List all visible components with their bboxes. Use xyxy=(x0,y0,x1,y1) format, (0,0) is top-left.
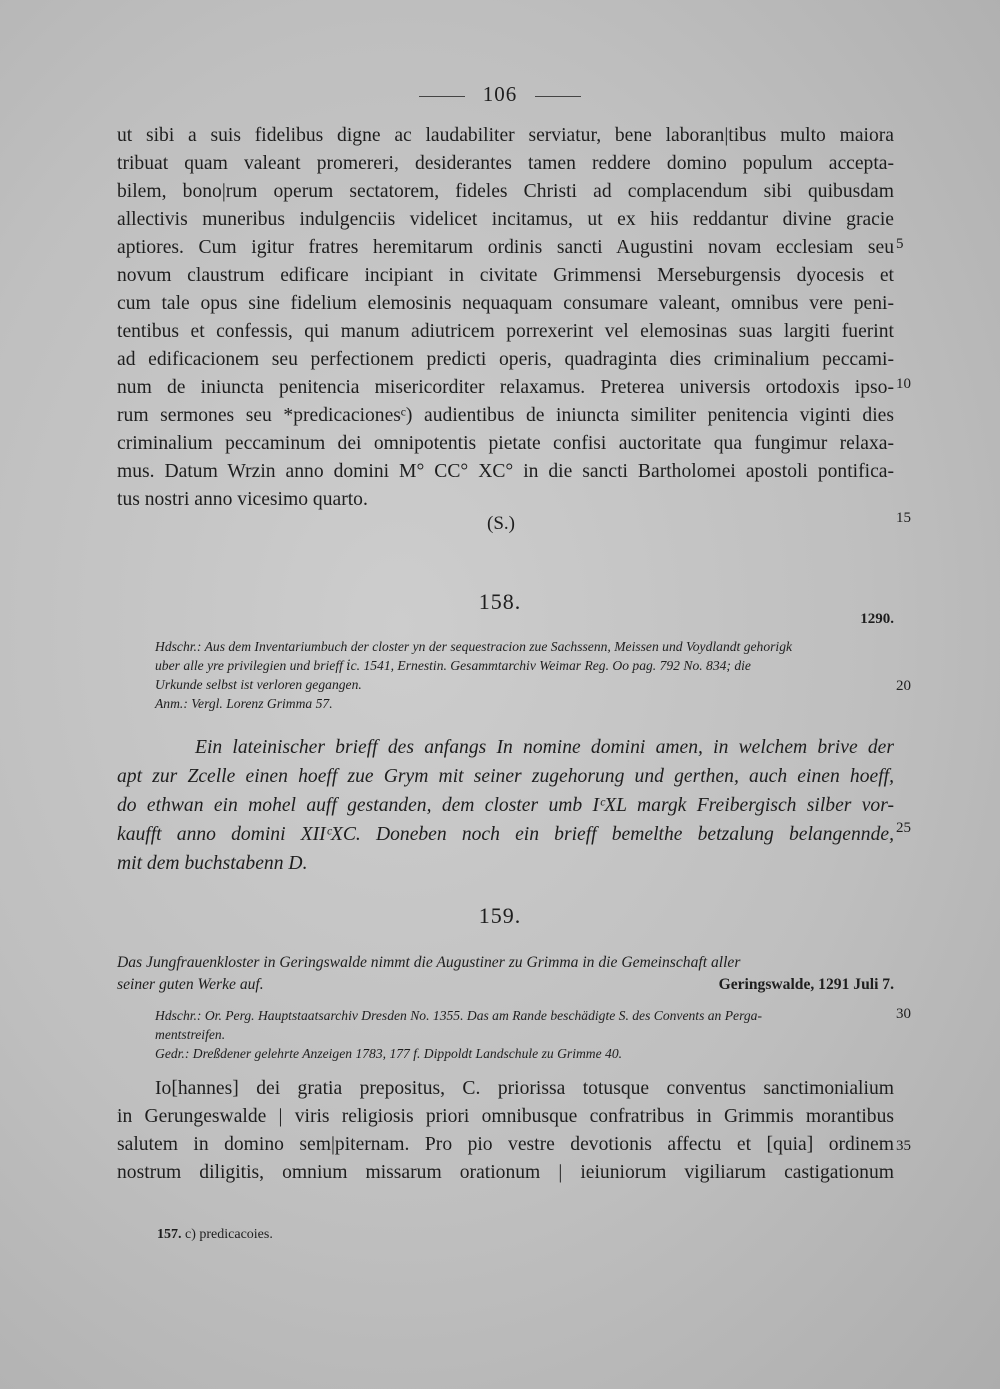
page-number-rule-left xyxy=(419,96,465,97)
line-number: 25 xyxy=(896,820,911,836)
doc159-regest-line2 xyxy=(117,974,894,996)
doc158-note-line: Hdschr.: Aus dem Inventariumbuch der closter yn der sequestracion zue Sachssenn, Meissen und Voydlandt gehorigk xyxy=(155,639,793,654)
doc157-line: bilem, bono|rum operum sectatorem, fideles Christi ad complacendum sibi quibusdam xyxy=(117,181,894,202)
doc159-number: 159. xyxy=(478,903,522,928)
doc159-line: in Gerungeswalde | viris religiosis priori omnibusque confratribus in Grimmis morantibus xyxy=(117,1106,894,1127)
doc157-line: num de iniuncta penitencia misericorditer relaxamus. Preterea universis ortodoxis ipso- xyxy=(117,377,894,398)
line-number: 35 xyxy=(896,1138,911,1154)
doc157-text xyxy=(117,122,894,514)
doc159-regest-text: seiner guten Werke auf. xyxy=(117,976,264,993)
doc157-line: tentibus et confessis, qui manum adiutricem porrexerint vel elemosinas suas largiti fuerint xyxy=(117,321,894,342)
doc158-note-line: uber alle yre privilegien und brieff ⅰc. 1541, Ernestin. Gesammtarchiv Weimar Reg. Oo pag. 792 No. 834; die xyxy=(155,658,751,673)
doc158-line: apt zur Zcelle einen hoeff zue Grym mit seiner zugehorung und gerthen, auch einen hoeff, xyxy=(117,766,894,787)
doc158-number: 158. xyxy=(478,589,522,614)
doc159-regest-line: Das Jungfrauenkloster in Geringswalde nimmt die Augustiner zu Grimma in die Gemeinschaft aller xyxy=(117,954,741,971)
doc159-text xyxy=(117,1075,894,1187)
page-number-rule-right xyxy=(535,96,581,97)
doc159-date: Geringswalde, 1291 Juli 7. xyxy=(718,976,894,993)
doc157-line: ad edificacionem seu perfectionem predicti operis, quadraginta dies criminalium peccami- xyxy=(117,349,894,370)
doc157-line: allectivis muneribus indulgenciis videlicet incitamus, ut ex hiis reddantur divine gracie xyxy=(117,209,894,230)
doc157-line: cum tale opus sine fidelium elemosinis nequaquam consumare valeant, omnibus vere peni- xyxy=(117,293,894,314)
doc158-text xyxy=(117,733,894,878)
doc159-line: nostrum diligitis, omnium missarum orationum | ieiuniorum vigiliarum castigationum xyxy=(117,1162,894,1183)
doc157-line: tus nostri anno vicesimo quarto. xyxy=(117,489,368,510)
line-number: 10 xyxy=(896,376,911,392)
doc158-notes xyxy=(117,637,894,713)
doc157-line: novum claustrum edificare incipiant in civitate Grimmensi Merseburgensis dyocesis et xyxy=(117,265,894,286)
doc159-note-line: mentstreifen. xyxy=(155,1027,226,1042)
doc157-line: aptiores. Cum igitur fratres heremitarum ordinis sancti Augustini novam ecclesiam seu xyxy=(117,237,894,258)
line-number: 30 xyxy=(896,1006,911,1022)
doc158-note-line: Urkunde selbst ist verloren gegangen. xyxy=(155,677,362,692)
page-number-text: 106 xyxy=(482,82,518,106)
line-number: 5 xyxy=(896,236,904,252)
doc158-date: 1290. xyxy=(860,611,894,627)
doc159-line: Io[hannes] dei gratia prepositus, C. priorissa totusque conventus sanctimonialium xyxy=(155,1078,894,1099)
doc159-line: salutem in domino sem|piternam. Pro pio vestre devotionis affectu et [quia] ordinem xyxy=(117,1134,894,1155)
doc157-line: rum sermones seu *predicacionesᶜ) audientibus de iniuncta similiter penitencia viginti dies xyxy=(117,405,894,426)
footnote xyxy=(157,1227,273,1243)
doc159-regest xyxy=(117,952,894,996)
doc159-note-line: Hdschr.: Or. Perg. Hauptstaatsarchiv Dresden No. 1355. Das am Rande beschädigte S. des Convents an Perga- xyxy=(155,1008,762,1023)
footnote-ref: 157. xyxy=(157,1227,182,1242)
doc158-line: kaufft anno domini XIIᶜXC. Doneben noch ein brieff bemelthe betzalung belangennde, xyxy=(117,824,894,845)
doc159-note-line: Gedr.: Dreßdener gelehrte Anzeigen 1783, 177 f. Dippoldt Landschule zu Grimme 40. xyxy=(155,1046,623,1061)
line-number: 20 xyxy=(896,678,911,694)
doc157-line: ut sibi a suis fidelibus digne ac laudabiliter serviatur, bene laboran|tibus multo maiora xyxy=(117,125,894,146)
doc158-line: mit dem buchstabenn D. xyxy=(117,853,308,874)
doc157-line: mus. Datum Wrzin anno domini M° CC° XC° in die sancti Bartholomei apostoli pontifica- xyxy=(117,461,894,482)
doc158-line: Ein lateinischer brieff des anfangs In nomine domini amen, in welchem brive der xyxy=(195,737,894,758)
doc157-line: tribuat quam valeant promereri, desiderantes tamen reddere domino populum accepta- xyxy=(117,153,894,174)
doc158-note-line: Anm.: Vergl. Lorenz Grimma 57. xyxy=(155,696,333,711)
doc157-line: criminalium peccaminum dei omnipotentis pietate confisi auctoritate qua fungimur relaxa- xyxy=(117,433,894,454)
doc158-line: do ethwan ein mohel auff gestanden, dem closter umb IᶜXL margk Freibergisch silber vor- xyxy=(117,795,894,816)
footnote-text: c) predicacoies. xyxy=(185,1227,273,1242)
line-number: 15 xyxy=(896,510,911,526)
doc159-notes xyxy=(117,1006,894,1063)
page-number xyxy=(0,82,1000,107)
seal-mark: (S.) xyxy=(487,513,515,534)
